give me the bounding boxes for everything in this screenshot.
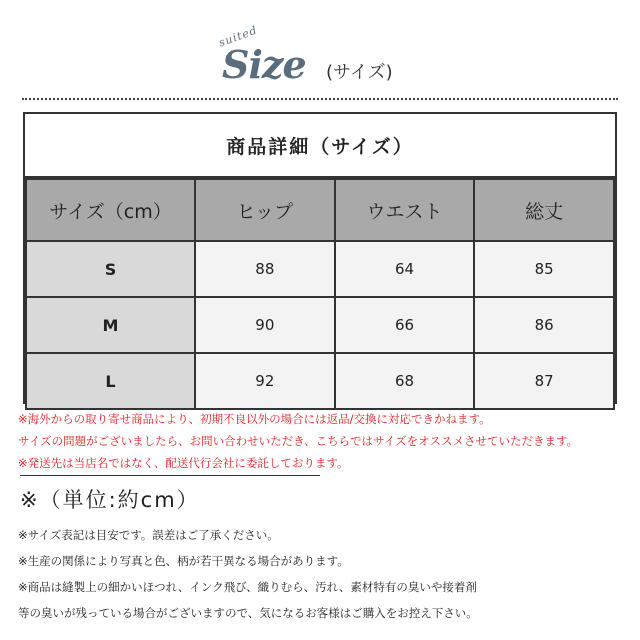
hip-cell: 88 xyxy=(195,241,335,297)
column-header-waist: ウエスト xyxy=(335,179,475,241)
hip-cell: 92 xyxy=(195,353,335,409)
size-chart xyxy=(23,112,617,404)
waist-cell: 64 xyxy=(335,241,475,297)
size-cell: M xyxy=(26,297,195,353)
table-row xyxy=(26,241,614,297)
warning-note: サイズの問題がございましたら、お問い合わせいただき、こちらではサイズをオススメさせていただきます。 xyxy=(18,434,579,448)
size-title: Size xyxy=(222,42,306,87)
page-header xyxy=(0,0,640,100)
length-cell: 86 xyxy=(474,297,614,353)
table-title: 商品詳細（サイズ） xyxy=(25,114,615,178)
length-cell: 87 xyxy=(474,353,614,409)
size-cell: L xyxy=(26,353,195,409)
column-header-size: サイズ（cm） xyxy=(26,179,195,241)
disclaimer-note: ※生産の関係により写真と色、柄が若干異なる場合があります。 xyxy=(18,554,349,568)
table-header-row xyxy=(26,179,614,241)
disclaimer-notes xyxy=(18,522,478,626)
size-subtitle: (サイズ) xyxy=(326,62,393,83)
waist-cell: 68 xyxy=(335,353,475,409)
size-cell: S xyxy=(26,241,195,297)
column-header-hip: ヒップ xyxy=(195,179,335,241)
section-divider xyxy=(20,475,320,476)
disclaimer-note: 等の臭いが残っている場合がございますので、気になるお客様はご購入をお控え下さい。 xyxy=(18,606,478,620)
unit-label: ※（単位:約cm） xyxy=(20,488,200,512)
script-word: suited xyxy=(216,23,260,50)
warning-notes xyxy=(18,408,578,474)
table-row xyxy=(26,297,614,353)
column-header-length: 総丈 xyxy=(474,179,614,241)
table-row xyxy=(26,353,614,409)
waist-cell: 66 xyxy=(335,297,475,353)
disclaimer-note: ※商品は縫製上の細かいほつれ、インク飛び、織りむら、汚れ、素材特有の臭いや接着剤 xyxy=(18,580,477,594)
dotted-divider xyxy=(22,98,618,100)
length-cell: 85 xyxy=(474,241,614,297)
disclaimer-note: ※サイズ表記は目安です。誤差はご了承ください。 xyxy=(18,528,279,542)
size-table xyxy=(25,178,615,410)
warning-note: ※海外からの取り寄せ商品により、初期不良以外の場合には返品/交換に対応できかねます。 xyxy=(18,412,491,426)
warning-note: ※発送先は当店名ではなく、配送代行会社に委託しております。 xyxy=(18,456,349,470)
hip-cell: 90 xyxy=(195,297,335,353)
